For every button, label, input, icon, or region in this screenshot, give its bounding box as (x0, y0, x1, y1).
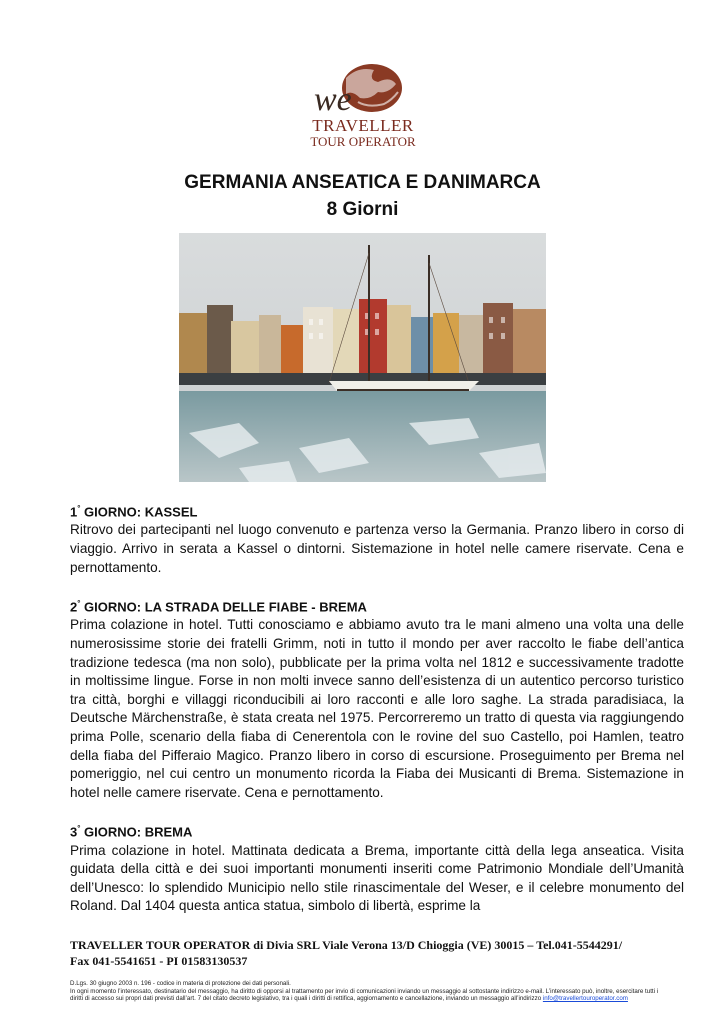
privacy-text (70, 988, 660, 1003)
day-section-1 (70, 500, 684, 577)
email-link[interactable]: info@travellertouroperator.com (542, 995, 628, 1003)
itinerary (70, 500, 684, 916)
degree-mark: ° (77, 599, 81, 609)
day-description: Prima colazione in hotel. Mattinata dedicata a Brema, importante città della lega anseatica. Visita guidata della città e dei suoi importanti monumenti inseriti come Patrimonio Mondiale dell’Umanità dell’Unesco: lo splendido Municipio nello stile rinascimentale del Weser, e il celebre monumento del Roland. Dal 1404 questa antica statua, simbolo di libertà, esprime la (70, 842, 684, 914)
day-description: Prima colazione in hotel. Tutti conosciamo e abbiamo avuto tra le mani almeno una volta una delle numerosissime storie dei fratelli Grimm, noti in tutto il mondo per aver raccolto le fiabe dell’antica tradizione tedesca (ma non solo), pubblicate per la prima volta nel 1812 e successivamente tradotte in moltissime lingue. Forse in non molti invece sanno dell’esistenza di un autentico percorso turistico tra città, borghi e villaggi riconducibili ai loro racconti e alle loro saghe. La strada paradisiaca, la Deutsche Märchenstraße, è stata creata nel 1975. Percorreremo un tratto di questa via raggiungendo prima Polle, scenario della fiaba di Cenerentola con le rovine del suo Castello, poi Hamlen, teatro della fiaba del Pifferaio Magico. Pranzo libero in corso di escursione. Proseguimento per Brema nel pomeriggio, nel cui centro un monumento ricorda la Fiaba dei Musicanti di Brema. Sistemazione in hotel nelle camere riservate. Cena e pernottamento. (70, 617, 684, 800)
day-heading (70, 595, 684, 616)
footer-line2: Fax 041-5541651 - PI 01583130537 (70, 954, 248, 968)
logo-brand-line2: TOUR OPERATOR (310, 134, 416, 149)
privacy-body: In ogni momento l’interessato, destinatario del messaggio, ha diritto di opporsi al trattamento per invio di comunicazioni inviando un messaggio al sottostante indirizzo e-mail. L’interessato può, inoltre, esercitare tutti i diritti di accesso sui propri dati previsti dall’art. 7 del citato decreto legislativo, tra i quali i diritti di rettifica, aggiornamento e cancellazione, inviando un messaggio all’indirizzo (70, 987, 659, 1003)
day-title: GIORNO: BREMA (80, 824, 193, 840)
harbour-image (179, 233, 546, 482)
day-description: Ritrovo dei partecipanti nel luogo convenuto e partenza verso la Germania. Pranzo libero in corso di viaggio. Arrivo in serata a Kassel o dintorni. Sistemazione in hotel nelle camere riservate. Cena e pernottamento. (70, 522, 684, 575)
degree-mark: ° (77, 504, 81, 513)
day-heading (70, 500, 684, 521)
day-title: GIORNO: KASSEL (80, 504, 198, 520)
day-number: 2 (70, 599, 78, 615)
company-logo (298, 58, 428, 154)
day-title: GIORNO: LA STRADA DELLE FIABE - BREMA (80, 599, 367, 615)
footer-line1: TRAVELLER TOUR OPERATOR di Divia SRL Viale Verona 13/D Chioggia (VE) 30015 – Tel.041-5544291/ (70, 938, 623, 952)
svg-text:we: we (314, 81, 352, 118)
day-section-2 (70, 595, 684, 802)
page-title: GERMANIA ANSEATICA E DANIMARCA (184, 172, 541, 193)
we-globe-logo-icon (298, 58, 428, 118)
privacy-notice (70, 980, 660, 1003)
company-footer (70, 937, 670, 969)
day-heading (70, 820, 684, 841)
harbour-photo (179, 233, 546, 482)
degree-mark: ° (77, 824, 81, 834)
day-section-3 (70, 820, 684, 916)
logo-brand-line1: TRAVELLER (312, 116, 414, 135)
day-number: 1 (70, 504, 78, 520)
page-subtitle: 8 Giorni (326, 199, 399, 220)
day-number: 3 (70, 824, 78, 840)
privacy-law-line: D.Lgs. 30 giugno 2003 n. 196 - codice in materia di protezione dei dati personali. (70, 980, 291, 987)
